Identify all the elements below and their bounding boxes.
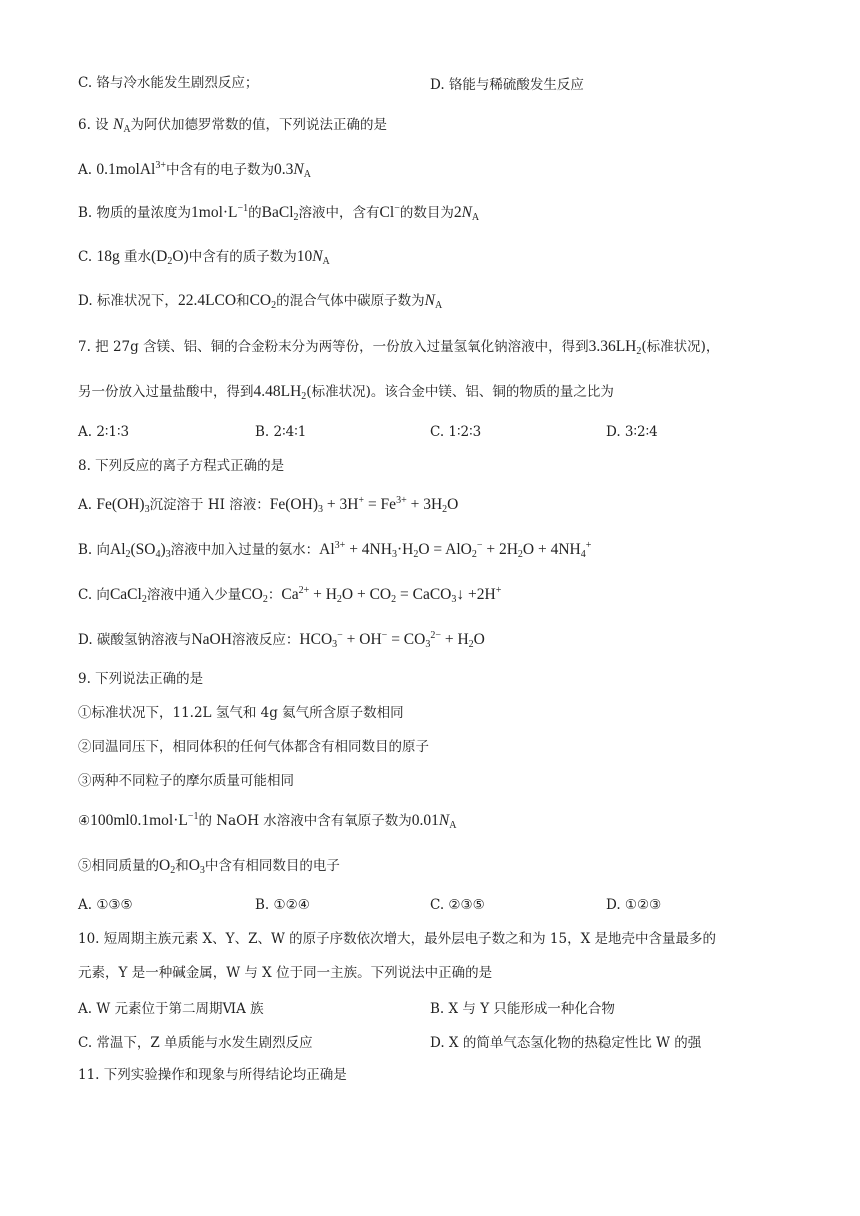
q9-statement-2: ②同温同压下，相同体积的任何气体都含有相同数目的原子 <box>78 739 429 755</box>
q7-option-b: B. 2∶4∶1 <box>255 424 307 440</box>
q6-stem: 6. 设 $N_A$为阿伏加德罗常数的值，下列说法正确的是 <box>78 116 388 135</box>
q10-option-b: B. X 与 Y 只能形成一种化合物 <box>430 1001 615 1017</box>
q9-stem: 9. 下列说法正确的是 <box>78 671 204 687</box>
q8-option-a: A. $Fe(OH)_3$沉淀溶于 HI 溶液：$Fe(OH)_3 + 3H^+ = Fe^{3+} + 3H_2O$ <box>78 495 459 515</box>
q10-stem-line2: 元素，Y 是一种碱金属，W 与 X 位于同一主族。下列说法中正确的是 <box>78 965 493 981</box>
q7-option-c: C. 1∶2∶3 <box>430 424 482 440</box>
q7-option-d: D. 3∶2∶4 <box>606 424 658 440</box>
q6-option-d: D. 标准状况下，22.4LCO和$CO_2$的混合气体中碳原子数为$N_A$ <box>78 292 443 311</box>
q6-option-a: A. 0.1molAl$^{3+}$中含有的电子数为$0.3N_A$ <box>78 160 311 180</box>
q8-option-b: B. 向$Al_2(SO_4)_3$溶液中加入过量的氨水：$Al^{3+} + 4NH_3\cdot H_2O = AlO_2^- + 2H_2O + 4NH_4^+$ <box>78 540 592 560</box>
q8-option-c: C. 向CaCl$_2$溶液中通入少量$CO_2$：$Ca^{2+} + H_2O + CO_2$ = CaCO$_3$↓ +2H+ <box>78 585 502 605</box>
q10-stem-line1: 10. 短周期主族元素 X、Y、Z、W 的原子序数依次增大，最外层电子数之和为 15，X 是地壳中含量最多的 <box>78 931 716 947</box>
q9-option-a: A. ①③⑤ <box>78 897 133 913</box>
q9-statement-1: ①标准状况下，11.2L 氢气和 4g 氦气所含原子数相同 <box>78 705 404 721</box>
q10-option-d: D. X 的简单气态氢化物的热稳定性比 W 的强 <box>430 1035 702 1051</box>
q9-statement-5: ⑤相同质量的$O_2$和$O_3$中含有相同数目的电子 <box>78 857 340 876</box>
q9-option-c: C. ②③⑤ <box>430 897 485 913</box>
q6-option-b: B. 物质的量浓度为$1mol\cdot L^{-1}$的BaCl$_2$溶液中，含有Cl−的数目为$2N_A$ <box>78 203 480 223</box>
q5-option-c: C. 铬与冷水能发生剧烈反应； <box>78 75 259 91</box>
q7-stem-line2: 另一份放入过量盐酸中，得到$4.48LH_2$(标准状况)。该合金中镁、铝、铜的物质的量之比为 <box>78 383 614 402</box>
q9-statement-4: $④100ml0.1mol\cdot L^{-1}$的 NaOH 水溶液中含有氧原子数为$0.01N_A$ <box>78 811 457 831</box>
q11-stem: 11. 下列实验操作和现象与所得结论均正确是 <box>78 1067 347 1083</box>
q10-option-a: A. W 元素位于第二周期ⅥA 族 <box>78 1001 264 1017</box>
q9-statement-3: ③两种不同粒子的摩尔质量可能相同 <box>78 773 294 789</box>
q8-option-d: D. 碳酸氢钠溶液与NaOH溶液反应：$HCO_3^- + OH^- = CO_3^{2-} + H_2O$ <box>78 630 485 650</box>
q7-stem-line1: 7. 把 27g 含镁、铝、铜的合金粉末分为两等份，一份放入过量氢氧化钠溶液中，得到$3.36LH_2$(标准状况)， <box>78 338 720 357</box>
q6-option-c: C. 18g 重水$(D_2O)$中含有的质子数为$10N_A$ <box>78 248 330 267</box>
q9-option-d: D. ①②③ <box>606 897 662 913</box>
q8-stem: 8. 下列反应的离子方程式正确的是 <box>78 458 285 474</box>
q7-option-a: A. 2∶1∶3 <box>78 424 130 440</box>
q10-option-c: C. 常温下，Z 单质能与水发生剧烈反应 <box>78 1035 313 1051</box>
q9-option-b: B. ①②④ <box>255 897 310 913</box>
q5-option-d: D. 铬能与稀硫酸发生反应 <box>430 77 584 93</box>
